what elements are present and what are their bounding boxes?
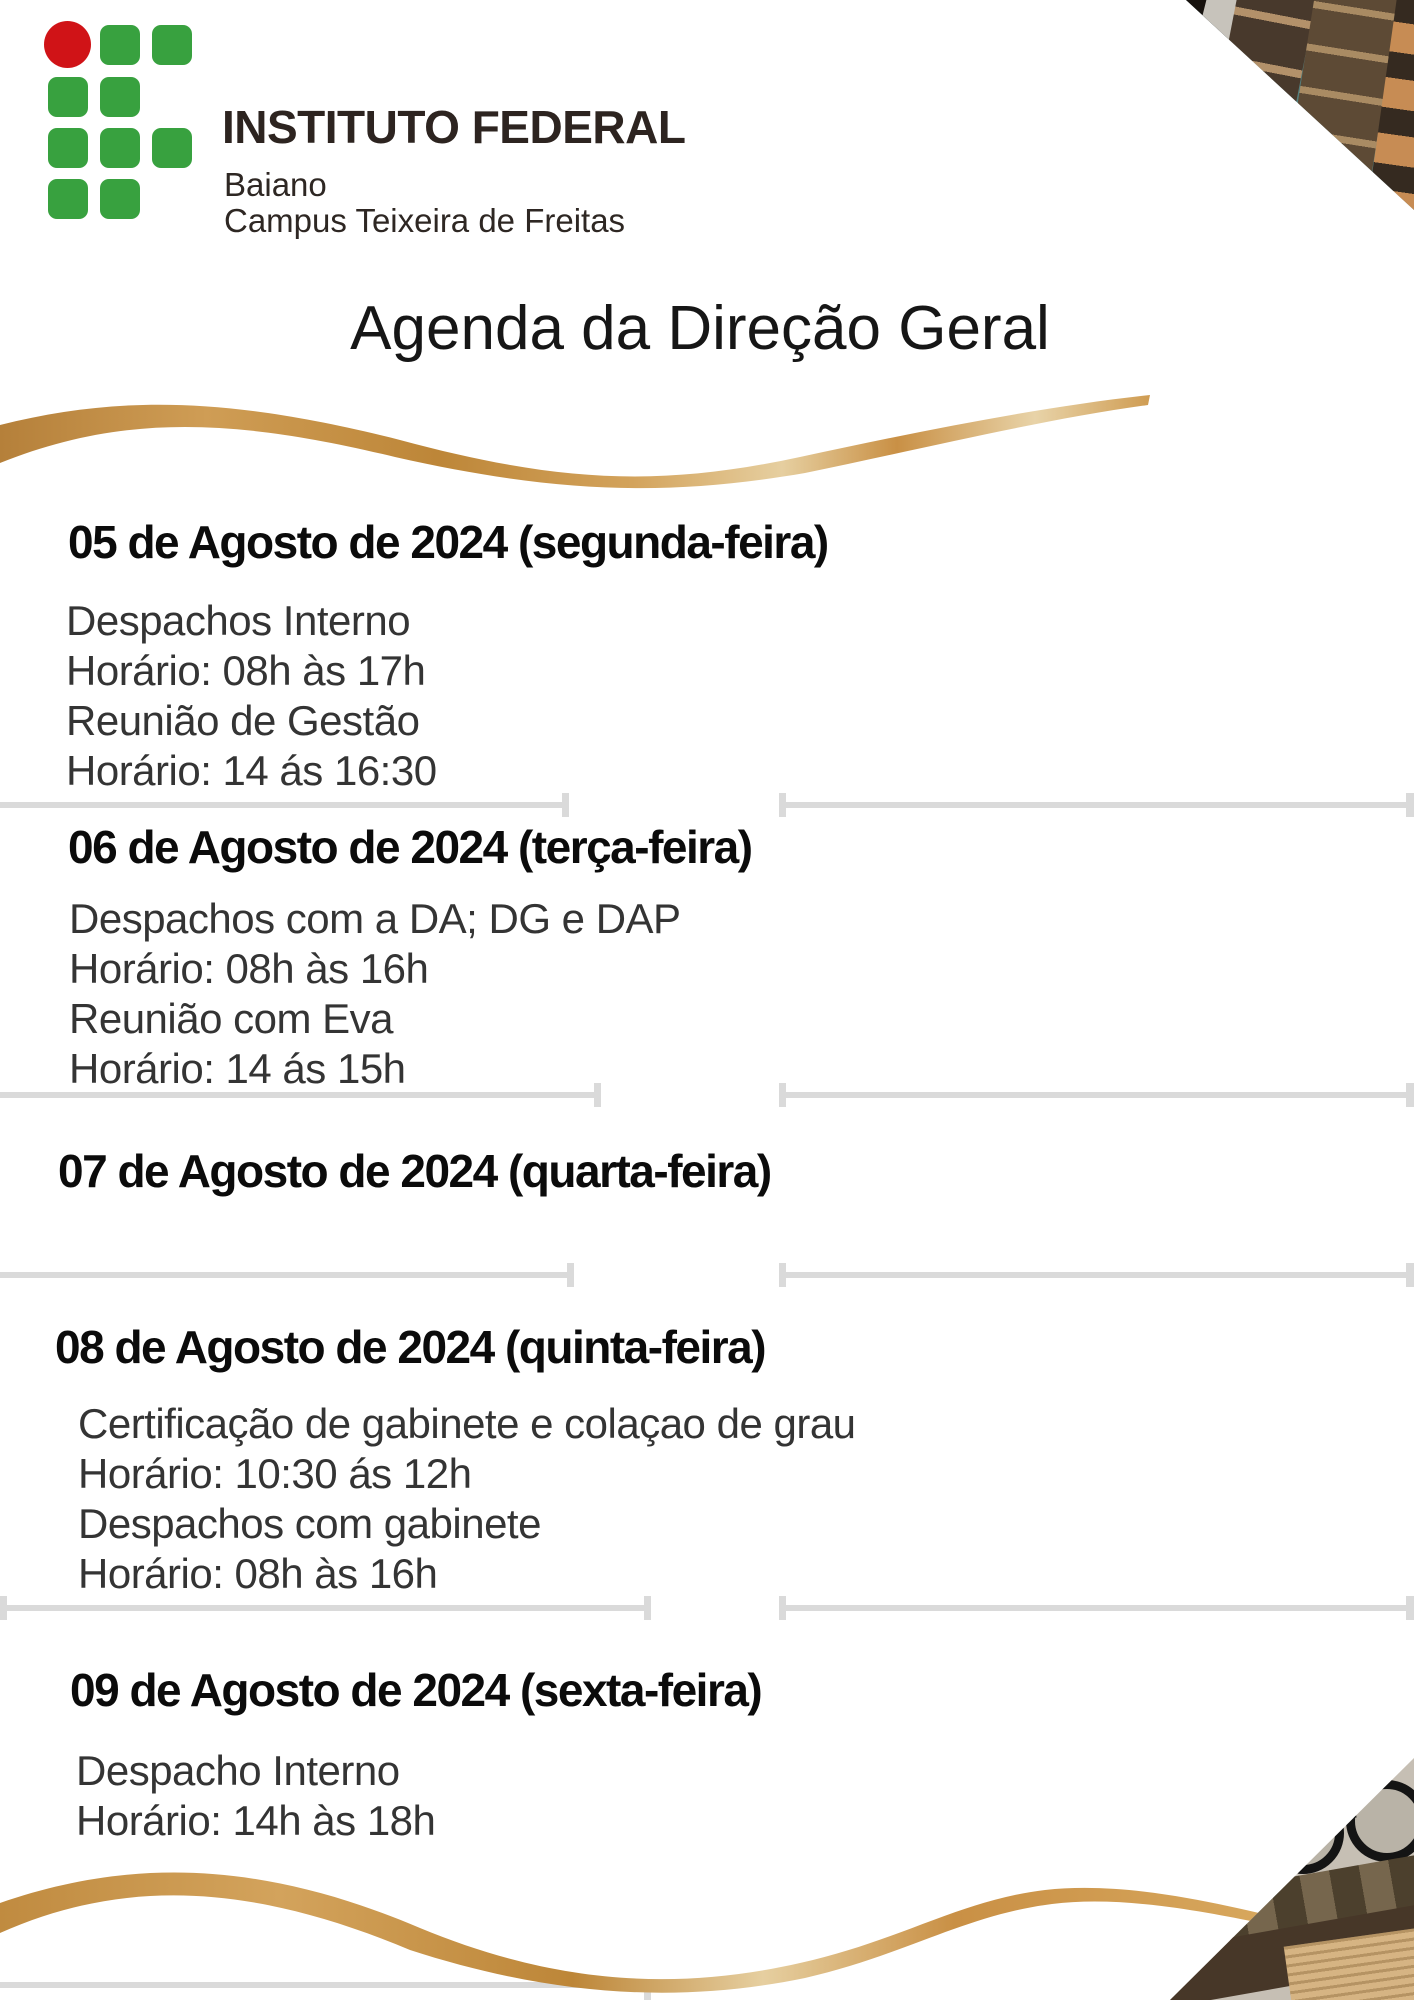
book-spine xyxy=(1186,0,1320,210)
if-logo-square xyxy=(48,128,88,168)
divider-line xyxy=(0,802,568,808)
logo-institution-name: INSTITUTO FEDERAL xyxy=(222,101,686,153)
logo-campus-name: Campus Teixeira de Freitas xyxy=(224,202,626,239)
agenda-event-line: Certificação de gabinete e colaçao de grau xyxy=(78,1400,856,1447)
agenda-event-line: Horário: 08h às 16h xyxy=(78,1550,438,1597)
page-title: Agenda da Direção Geral xyxy=(350,294,1050,363)
agenda-event-line: Horário: 08h às 16h xyxy=(69,945,429,992)
divider-end-cap xyxy=(562,793,569,817)
if-logo-square xyxy=(100,128,140,168)
agenda-event-line: Horário: 10:30 ás 12h xyxy=(78,1450,472,1497)
divider-end-cap xyxy=(779,793,786,817)
divider-end-cap xyxy=(594,1083,601,1107)
divider-line xyxy=(786,802,1414,808)
glasses-bridge xyxy=(1319,1808,1356,1823)
decorative-wave-bottom xyxy=(0,1858,1280,2000)
old-books-photo-top-right xyxy=(1186,0,1414,210)
date-heading: 06 de Agosto de 2024 (terça-feira) xyxy=(68,821,752,873)
agenda-event-line: Despachos com a DA; DG e DAP xyxy=(69,895,681,942)
date-heading: 09 de Agosto de 2024 (sexta-feira) xyxy=(70,1664,762,1716)
agenda-event-line: Horário: 14 ás 16:30 xyxy=(66,747,437,794)
if-logo-square xyxy=(100,77,140,117)
divider-line xyxy=(786,1272,1414,1278)
agenda-event-line: Despacho Interno xyxy=(76,1747,400,1794)
divider-end-cap xyxy=(779,1263,786,1287)
if-logo-square xyxy=(48,77,88,117)
divider-line xyxy=(0,1092,600,1098)
divider-end-cap xyxy=(1406,1083,1414,1107)
if-logo-square xyxy=(48,179,88,219)
agenda-event-line: Reunião de Gestão xyxy=(66,697,420,744)
agenda-event-line: Despachos Interno xyxy=(66,597,411,644)
divider-line xyxy=(786,1605,1414,1611)
divider-line xyxy=(0,1605,650,1611)
logo-branch-name: Baiano xyxy=(224,166,327,203)
if-logo-square xyxy=(152,25,192,65)
agenda-event-line: Horário: 08h às 17h xyxy=(66,647,426,694)
date-heading: 08 de Agosto de 2024 (quinta-feira) xyxy=(55,1321,766,1373)
date-heading: 05 de Agosto de 2024 (segunda-feira) xyxy=(68,516,828,568)
agenda-events xyxy=(78,1399,856,1599)
divider-end-cap xyxy=(779,1596,786,1620)
divider-end-cap xyxy=(567,1263,574,1287)
divider-end-cap xyxy=(779,1083,786,1107)
divider-line xyxy=(786,1092,1414,1098)
divider-line xyxy=(0,1272,573,1278)
divider-end-cap xyxy=(1406,1596,1414,1620)
agenda-events xyxy=(69,894,681,1094)
if-logo-square xyxy=(100,179,140,219)
agenda-event-line: Reunião com Eva xyxy=(69,995,394,1042)
if-logo-square xyxy=(100,25,140,65)
divider-end-cap xyxy=(1406,793,1414,817)
agenda-events xyxy=(66,596,437,796)
agenda-event-line: Despachos com gabinete xyxy=(78,1500,541,1547)
divider-end-cap xyxy=(644,1596,651,1620)
if-logo-red-dot xyxy=(44,21,91,68)
agenda-events xyxy=(76,1746,435,1846)
date-heading: 07 de Agosto de 2024 (quarta-feira) xyxy=(58,1145,771,1197)
divider-end-cap xyxy=(1406,1263,1414,1287)
if-logo-square xyxy=(152,128,192,168)
decorative-wave-top xyxy=(0,395,1160,495)
agenda-event-line: Horário: 14h às 18h xyxy=(76,1797,436,1844)
agenda-event-line: Horário: 14 ás 15h xyxy=(69,1045,406,1092)
glasses-lens xyxy=(1346,1780,1414,1862)
